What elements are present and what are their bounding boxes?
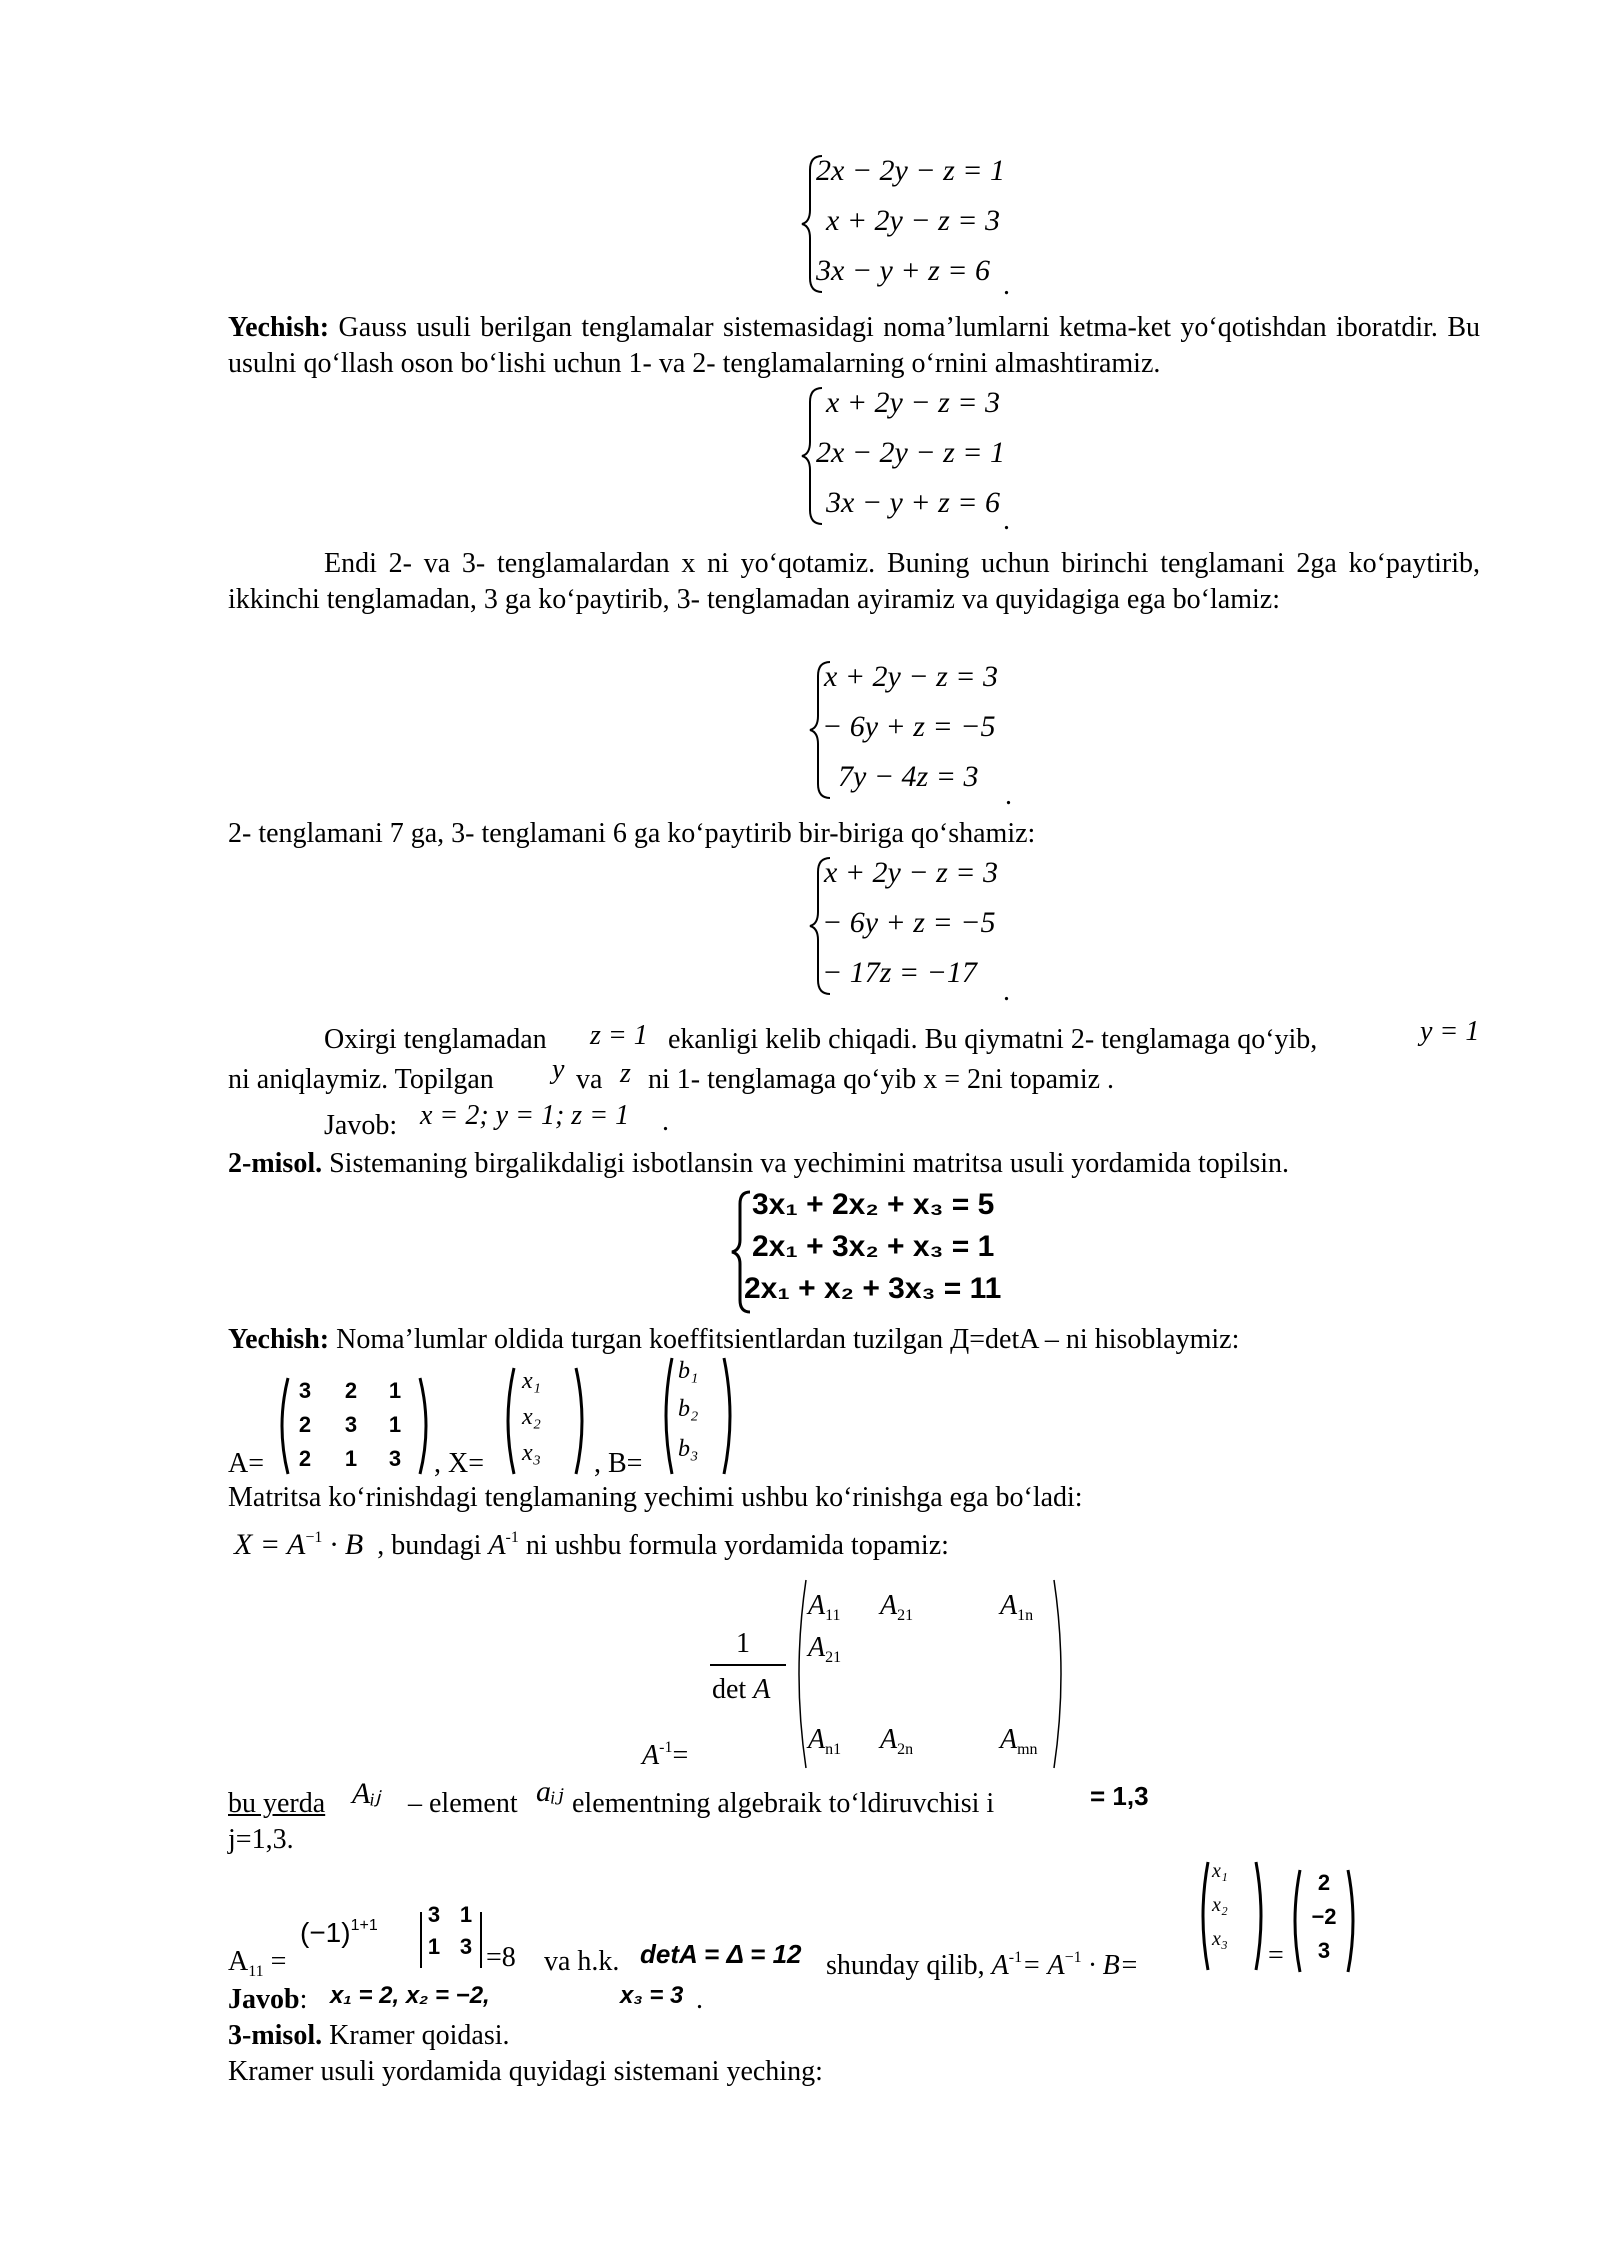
formula-exp: −1	[305, 1529, 323, 1546]
equation-row: 3x₁ + 2x₂ + x₃ = 5	[752, 1188, 995, 1221]
matrix-cell: x₃	[1212, 1928, 1228, 1950]
equation-row: 7y − 4z = 3	[838, 760, 979, 793]
matrix-x-result	[1196, 1858, 1268, 1974]
example-2	[228, 1146, 1289, 1182]
equation-row: 2x₁ + 3x₂ + x₃ = 1	[752, 1230, 995, 1263]
equation-row: x + 2y − z = 3	[826, 386, 1001, 419]
matrix-cell: 3	[298, 1378, 312, 1403]
shunday-line: shunday qilib, $A^{-1}= A^{-1} \cdot B=$	[826, 1949, 1139, 1981]
matrix-cell: 2	[1317, 1870, 1331, 1895]
matrix-parens	[1196, 1858, 1268, 1974]
math-z: z	[620, 1058, 631, 1089]
equation-row: x + 2y − z = 3	[826, 204, 1001, 237]
example-3-label: 3-misol.	[228, 2020, 323, 2051]
system-2	[800, 382, 1030, 532]
matrix-cell: 2	[344, 1378, 358, 1403]
matrix-cell: x₂	[522, 1404, 541, 1430]
matrix-cell: 1	[344, 1446, 358, 1471]
matrix-cell: $A_{21}$	[880, 1590, 914, 1624]
formula-text-2: ni ushbu formula yordamida topamiz:	[518, 1530, 949, 1561]
example-3	[228, 2018, 510, 2054]
text-aniq-b: ni 1- tenglamaga qo‘yib x = 2ni topamiz .	[648, 1064, 1115, 1095]
math-i-range: = 1,3	[1090, 1781, 1149, 1811]
example-2-label: 2-misol.	[228, 1148, 323, 1179]
equation-row: 2x₁ + x₂ + 3x₃ = 11	[744, 1272, 1002, 1305]
answer-2: Javob:	[228, 1984, 308, 2015]
text-element: – element	[408, 1788, 518, 1819]
matrix-cell: 2	[298, 1446, 312, 1471]
math-y1: y = 1	[1420, 1016, 1480, 1047]
math-z1: z = 1	[590, 1020, 648, 1051]
period: .	[1003, 270, 1010, 301]
text-matritsa: Matritsa ko‘rinishdagi tenglamaning yechimi ushbu ko‘rinishga ega bo‘ladi:	[228, 1482, 1083, 1513]
period: .	[696, 1984, 703, 2015]
sign-factor: $(-1)^{1+1}$	[300, 1917, 378, 1948]
formula-line	[234, 1520, 949, 1564]
matrix-cell: $A_{mn}$	[1000, 1724, 1038, 1758]
matrix-cell: x₁	[1212, 1860, 1228, 1882]
matrix-x	[500, 1364, 590, 1478]
equation-row: − 6y + z = −5	[822, 710, 996, 743]
matrix-cell: x₂	[1212, 1894, 1228, 1916]
solution-label: Yechish:	[228, 1324, 330, 1355]
matrix-b-label: , B=	[594, 1448, 643, 1479]
text-va-hk: va h.k.	[544, 1946, 620, 1977]
example-3-text: Kramer qoidasi.	[322, 2020, 510, 2051]
equation-row: 2x − 2y − z = 1	[816, 154, 1006, 187]
equation-row: − 17z = −17	[822, 956, 977, 989]
det-value: =8	[486, 1942, 516, 1973]
matrix-a	[274, 1374, 434, 1478]
math-y: y	[552, 1054, 565, 1085]
inverse-matrix	[790, 1576, 1070, 1772]
fraction-bar	[710, 1664, 786, 1666]
inverse-eq: =	[672, 1740, 689, 1771]
matrix-cell: 3	[388, 1446, 402, 1471]
period: .	[1005, 780, 1012, 811]
period: .	[1003, 976, 1010, 1007]
a11-label: $A_{11}$ =	[228, 1946, 287, 1980]
matrix-cell: 1	[388, 1412, 402, 1437]
example-2-text: Sistemaning birgalikdaligi isbotlansin va yechimini matritsa usuli yordamida topilsin.	[322, 1148, 1290, 1179]
equals-sign: =	[1268, 1940, 1284, 1971]
system-1	[800, 150, 1030, 300]
equation-row: x + 2y − z = 3	[824, 660, 999, 693]
matrix-cell: 1	[427, 1934, 441, 1959]
period: .	[1003, 505, 1010, 536]
matrix-result	[1288, 1866, 1360, 1976]
matrix-cell: 3	[459, 1934, 473, 1959]
formula-ainv-exp: -1	[505, 1529, 519, 1546]
answer-label: Javob:	[324, 1110, 398, 1141]
period: .	[662, 1106, 669, 1137]
paragraph-endi: Endi 2- va 3- tenglamalardan x ni yo‘qotamiz. Buning uchun birinchi tenglamani 2ga ko‘paytirib, ikkinchi tenglamadan, 3 ga ko‘paytirib, 3- tenglamadan ayiramiz va quyidagiga ega bo‘lamiz:	[228, 548, 1480, 615]
answer-value: x = 2; y = 1; z = 1	[420, 1100, 630, 1131]
matrix-cell: 3	[1317, 1938, 1331, 1963]
solution-text: Gauss usuli berilgan tenglamalar sistemasidagi noma’lumlarni ketma-ket yo‘qotishdan iboratdir. Bu usulni qo‘llash oson bo‘lishi uchun 1- va 2- tenglamalarning o‘rnini almashtiramiz.	[228, 312, 1480, 379]
matrix-cell: $A_{1n}$	[1000, 1590, 1034, 1624]
equation-row: x + 2y − z = 3	[824, 856, 999, 889]
matrix-cell: x₁	[522, 1368, 541, 1394]
solution-text: Noma’lumlar oldida turgan koeffitsientlardan tuzilgan Д=detA – ni hisoblaymiz:	[329, 1324, 1240, 1355]
matrix-b	[658, 1354, 738, 1478]
inverse-exp: -1	[659, 1739, 673, 1756]
inverse-a: A	[642, 1740, 660, 1771]
equation-row: − 6y + z = −5	[822, 906, 996, 939]
fraction-denominator: det A	[712, 1674, 771, 1705]
matrix-cell: b₁	[678, 1358, 699, 1384]
formula-x: X = A	[234, 1528, 306, 1561]
formula-ainv: A	[488, 1530, 506, 1561]
text-j-range: j=1,3.	[228, 1824, 294, 1855]
answer-2-x3: x₃ = 3	[620, 1982, 684, 2009]
solution-paragraph-1	[228, 310, 1480, 382]
text-algebraik: elementning algebraik to‘ldiruvchisi i	[572, 1788, 995, 1819]
inverse-label	[642, 1730, 688, 1774]
matrix-cell: x₃	[522, 1440, 541, 1466]
formula-b: · B	[322, 1528, 364, 1561]
matrix-cell: b₃	[678, 1436, 699, 1462]
math-aij: Aᵢⱼ	[352, 1777, 381, 1810]
text-oxirgi-b: ekanligi kelib chiqadi. Bu qiymatni 2- tenglamaga qo‘yib,	[668, 1024, 1318, 1055]
text-aniqlaymiz: ni aniqlaymiz. Topilgan	[228, 1064, 494, 1095]
equation-row: 2x − 2y − z = 1	[816, 436, 1006, 469]
system-3	[808, 656, 1038, 806]
formula-text: , bundagi	[377, 1530, 489, 1561]
matrix-cell: 3	[427, 1902, 441, 1927]
solution-label: Yechish:	[228, 312, 330, 343]
equation-row: 3x − y + z = 6	[816, 254, 991, 287]
matrix-cell: 1	[388, 1378, 402, 1403]
matrix-cell: 2	[298, 1412, 312, 1437]
matrix-cell: −2	[1311, 1904, 1337, 1929]
math-detA: detA = Δ = 12	[640, 1939, 802, 1969]
text-va: va	[576, 1064, 603, 1095]
paragraph-multiply: 2- tenglamani 7 ga, 3- tenglamani 6 ga ko‘paytirib bir-biriga qo‘shamiz:	[228, 818, 1036, 849]
determinant-2x2	[418, 1896, 484, 1976]
matrix-cell: $A_{11}$	[808, 1590, 841, 1624]
matrix-x-label: , X=	[434, 1448, 485, 1479]
matrix-cell: $A_{2n}$	[880, 1724, 914, 1758]
matrix-cell: 3	[344, 1412, 358, 1437]
solution-paragraph-2	[228, 1322, 1480, 1358]
text-kramer: Kramer usuli yordamida quyidagi sistemani yeching:	[228, 2056, 823, 2087]
matrix-cell: b₂	[678, 1396, 699, 1422]
answer-2-values: x₁ = 2, x₂ = −2,	[330, 1982, 490, 2009]
matrix-cell: $A_{n1}$	[808, 1724, 842, 1758]
matrix-cell: 1	[459, 1902, 473, 1927]
matrix-a-label: A=	[228, 1448, 265, 1479]
text-bu-yerda: bu yerda	[228, 1788, 326, 1819]
matrix-parens	[500, 1364, 590, 1478]
text-oxirgi: Oxirgi tenglamadan	[324, 1024, 547, 1055]
system-5	[728, 1188, 1108, 1318]
math-aij-lower: aᵢⱼ	[536, 1775, 564, 1808]
matrix-cell: $A_{21}$	[808, 1632, 842, 1666]
fraction-numerator: 1	[736, 1628, 750, 1659]
equation-row: 3x − y + z = 6	[826, 486, 1001, 519]
